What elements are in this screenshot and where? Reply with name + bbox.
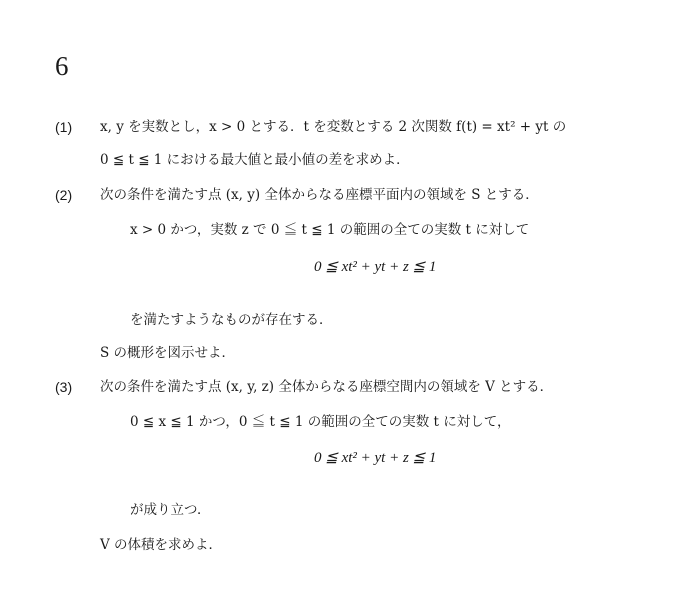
part-2-line-1: 次の条件を満たす点 (x, y) 全体からなる座標平面内の領域を S とする．	[100, 187, 539, 203]
problem-number: 6	[55, 51, 69, 81]
part-1-label: (1)	[55, 119, 73, 135]
part-3-formula: 0 ≦ xt² + yt + z ≦ 1	[314, 450, 437, 466]
part-3-line-2: 0 ≦ x ≦ 1 かつ，0 ≦ t ≦ 1 の範囲の全ての実数 t に対して，	[130, 414, 511, 430]
part-2-label: (2)	[55, 187, 73, 203]
part-3-line-1: 次の条件を満たす点 (x, y, z) 全体からなる座標空間内の領域を V とする．	[100, 379, 554, 395]
part-1-line-2: 0 ≦ t ≦ 1 における最大値と最小値の差を求めよ．	[100, 152, 410, 168]
part-2-line-2: x > 0 かつ，実数 z で 0 ≦ t ≦ 1 の範囲の全ての実数 t に対して	[130, 222, 530, 238]
part-3-line-3: が成り立つ．	[130, 502, 211, 518]
part-2-line-3: を満たすようなものが存在する．	[130, 312, 333, 328]
part-3-label: (3)	[55, 379, 73, 395]
part-3-line-4: V の体積を求めよ．	[100, 537, 223, 553]
part-2-line-4: S の概形を図示せよ．	[100, 345, 236, 361]
part-1-line-1: x, y を実数とし，x > 0 とする．t を変数とする 2 次関数 f(t) = xt² + yt の	[100, 119, 567, 135]
part-2-formula: 0 ≦ xt² + yt + z ≦ 1	[314, 259, 437, 275]
